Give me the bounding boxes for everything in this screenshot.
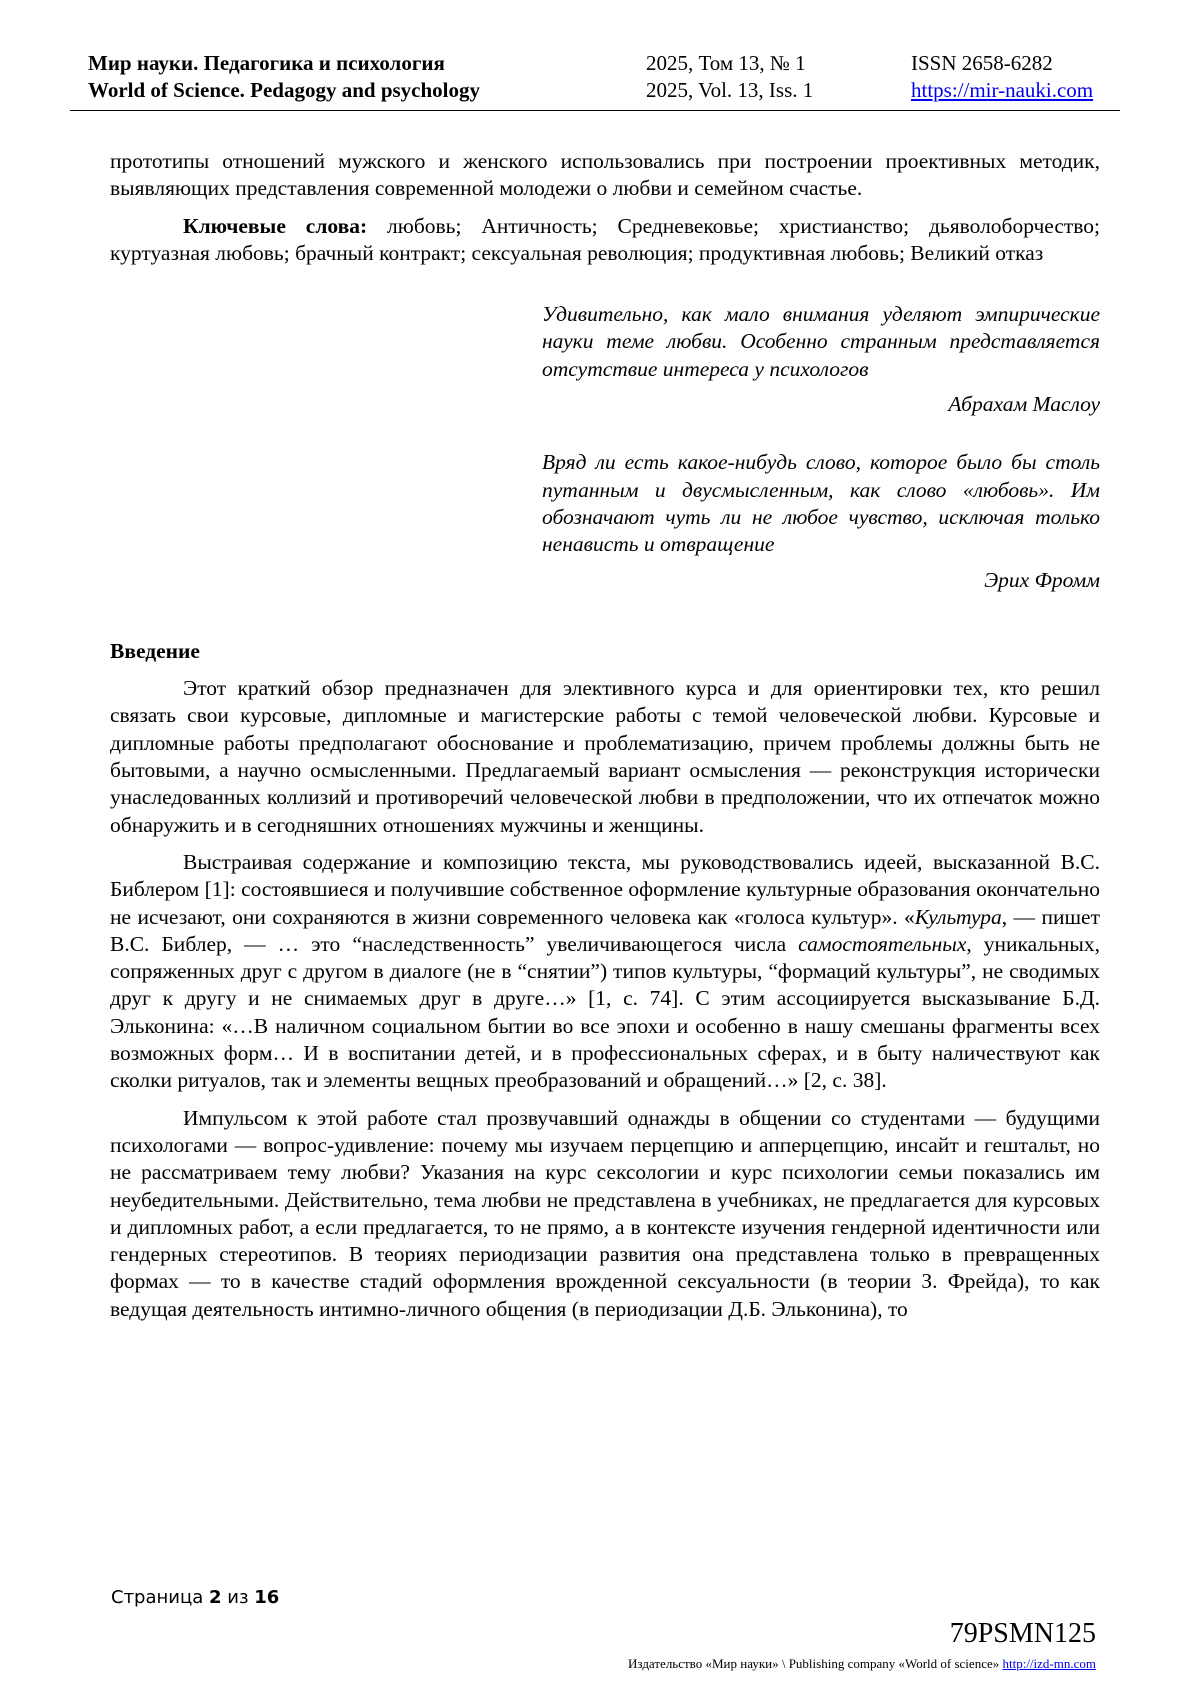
- page-counter: [111, 1587, 279, 1608]
- page-total: 16: [254, 1587, 280, 1608]
- paragraph-2-text-b: , — пишет В.С. Библер, — … это “наследственность” увеличивающегося числа: [110, 904, 1100, 956]
- paragraph-2-text-a: Выстраивая содержание и композицию текста, мы руководствовались идеей, высказанной В.С. Библером [1]: состоявшиеся и получившие собственное оформление культурные образования окончательно не исчезают, они сохраняются в жизни современного человека как «голоса культур». «: [110, 849, 1100, 929]
- article-code: 79PSMN125: [949, 1618, 1096, 1649]
- page-sep: из: [227, 1587, 249, 1608]
- header-row-en: [88, 77, 1118, 104]
- publisher-url-link[interactable]: http://izd-mn.com: [1002, 1656, 1096, 1671]
- paragraph-2-italic-2: самостоятельных: [798, 931, 967, 956]
- paragraph-3: Импульсом к этой работе стал прозвучавший однажды в общении со студентами — будущими психологами — вопрос-удивление: почему мы изучаем перцепцию и апперцепцию, инсайт и гештальт, но не рассматриваем тему любви? Указания на курс сексологии и курс психологии семьи показались им неубедительными. Действительно, тема любви не представлена в учебниках, не предлагается для курсовых и дипломных работ, а если предлагается, то не прямо, а в контексте изучения гендерной идентичности или гендерных стереотипов. В теориях периодизации развития она представлена только в превращенных формах — то в качестве стадий оформления врожденной сексуальности (в теории З. Фрейда), то как ведущая деятельность интимно-личного общения (в периодизации Д.Б. Эльконина), то: [110, 1105, 1100, 1321]
- journal-title-en: World of Science. Pedagogy and psychology: [88, 78, 481, 102]
- keywords-text: любовь; Античность; Средневековье; христианство; дьяволоборчество; куртуазная любовь; брачный контракт; сексуальная революция; продуктивная любовь; Великий отказ: [110, 213, 1101, 265]
- keywords-label: Ключевые слова:: [183, 213, 368, 238]
- paragraph-1: Этот краткий обзор предназначен для элективного курса и для ориентировки тех, кто решил связать свои курсовые, дипломные и магистерские работы с темой человеческой любви. Курсовые и дипломные работы предполагают обоснование и проблематизацию, причем проблемы должны быть не бытовыми, а научно осмысленными. Предлагаемый вариант осмысления — реконструкция исторически унаследованных коллизий и противоречий человеческой любви в предположении, что их отпечаток можно обнаружить и в сегодняшних отношениях мужчины и женщины.: [110, 676, 1100, 837]
- publisher-line: [628, 1656, 1096, 1672]
- header-divider: [70, 110, 1120, 111]
- abstract-tail: прототипы отношений мужского и женского использовались при построении проективных методик, выявляющих представления современной молодежи о любви и семейном счастье.: [110, 149, 1100, 201]
- keywords: [110, 213, 1100, 268]
- issn: ISSN 2658-6282: [911, 51, 1053, 75]
- epigraph-maslow: [542, 301, 1100, 418]
- paragraph-2-italic-1: Культура: [914, 904, 1002, 929]
- epigraph-author: Эрих Фромм: [984, 567, 1100, 592]
- section-heading: Введение: [110, 638, 200, 663]
- epigraph-author: Абрахам Маслоу: [948, 392, 1100, 417]
- issue-info-ru: 2025, Том 13, № 1: [646, 51, 806, 75]
- article-body: [110, 148, 1100, 1333]
- epigraph-fromm: [542, 449, 1100, 593]
- journal-url-link[interactable]: https://mir-nauki.com: [911, 78, 1094, 102]
- page-current: 2: [209, 1587, 222, 1608]
- journal-title-ru: Мир науки. Педагогика и психология: [88, 51, 445, 75]
- issue-info-en: 2025, Vol. 13, Iss. 1: [646, 78, 814, 102]
- epigraph-quote: Вряд ли есть какое-нибудь слово, которое было бы столь путанным и двусмысленным, как слово «любовь». Им обозначают чуть ли не любое чувство, исключая только ненависть и отвращение: [542, 450, 1100, 557]
- header-row-ru: [88, 50, 1118, 77]
- paragraph-2-text-c: , уникальных, сопряженных друг с другом в диалоге (не в “снятии”) типов культуры, “формаций культуры”, не сводимых друг к другу и не снимаемых друг в друге…» [1, с. 74]. С этим ассоциируется высказывание Б.Д. Эльконина: «…В наличном социальном бытии во все эпохи и особенно в нашу смешаны фрагменты всех возможных форм… И в воспитании детей, и в профессиональных сферах, и в быту наличествуют как сколки ритуалов, так и элементы вещных преобразований и обращений…» [2, с. 38].: [110, 931, 1100, 1093]
- journal-header: [88, 50, 1118, 104]
- epigraph-quote: Удивительно, как мало внимания уделяют эмпирические науки теме любви. Особенно странным представляется отсутствие интереса у психологов: [542, 302, 1100, 381]
- paragraph-2: [110, 849, 1100, 1095]
- publisher-text: Издательство «Мир науки» \ Publishing company «World of science»: [628, 1656, 1000, 1671]
- page-prefix: Страница: [111, 1587, 204, 1608]
